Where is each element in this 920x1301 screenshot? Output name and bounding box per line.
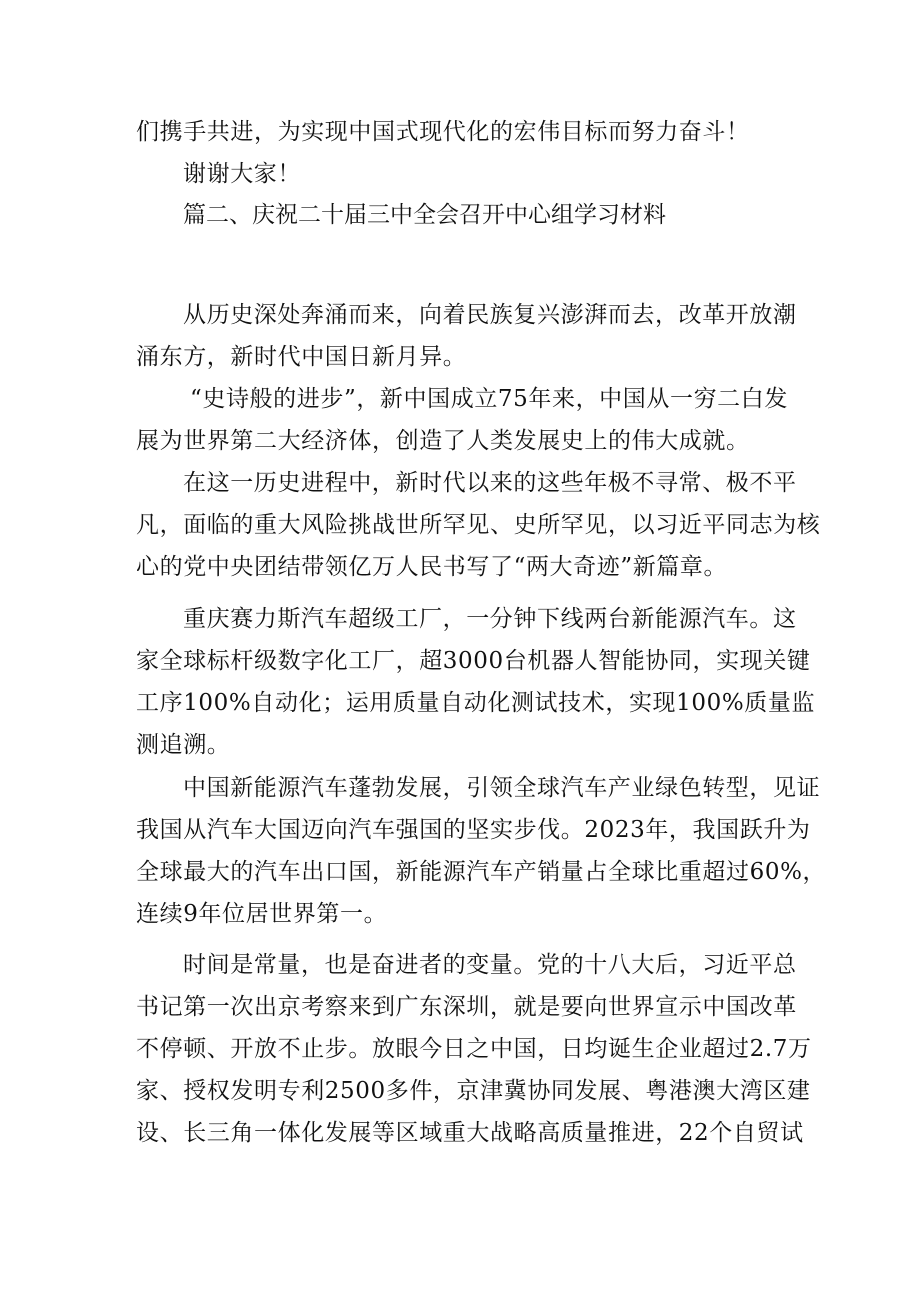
text-line: 测追溯。 <box>136 732 231 758</box>
text-line: 展为世界第二大经济体，创造了人类发展史上的伟大成就。 <box>136 428 750 454</box>
text-line: 家全球标杆级数字化工厂，超3000台机器人智能协同，实现关键 <box>136 648 811 674</box>
text-line: “史诗般的进步”，新中国成立75年来，中国从一穷二白发 <box>190 386 788 412</box>
text-line: 谢谢大家！ <box>183 161 301 187</box>
text-line: 连续9年位居世界第一。 <box>136 901 388 927</box>
text-line: 们携手共进，为实现中国式现代化的宏伟目标而努力奋斗！ <box>136 119 750 145</box>
text-line: 重庆赛力斯汽车超级工厂，一分钟下线两台新能源汽车。这 <box>183 606 797 632</box>
text-line: 设、长三角一体化发展等区域重大战略高质量推进，22个自贸试 <box>136 1120 804 1146</box>
text-line: 家、授权发明专利2500多件，京津冀协同发展、粤港澳大湾区建 <box>136 1078 811 1104</box>
text-line: 涌东方，新时代中国日新月异。 <box>136 344 467 370</box>
text-line: 工序100%自动化；运用质量自动化测试技术，实现100%质量监 <box>136 690 816 716</box>
text-line: 从历史深处奔涌而来，向着民族复兴澎湃而去，改革开放潮 <box>183 302 797 328</box>
text-line: 我国从汽车大国迈向汽车强国的坚实步伐。2023年，我国跃升为 <box>136 817 811 843</box>
text-line: 心的党中央团结带领亿万人民书写了“两大奇迹”新篇章。 <box>136 554 728 580</box>
text-line: 全球最大的汽车出口国，新能源汽车产销量占全球比重超过60%， <box>136 859 827 885</box>
section-heading: 篇二、庆祝二十届三中全会召开中心组学习材料 <box>183 202 666 228</box>
text-line: 中国新能源汽车蓬勃发展，引领全球汽车产业绿色转型，见证 <box>183 775 821 801</box>
text-line: 在这一历史进程中，新时代以来的这些年极不寻常、极不平 <box>183 470 797 496</box>
text-line: 书记第一次出京考察来到广东深圳，就是要向世界宣示中国改革 <box>136 994 797 1020</box>
text-line: 不停顿、开放不止步。放眼今日之中国，日均诞生企业超过2.7万 <box>136 1036 812 1062</box>
text-line: 时间是常量，也是奋进者的变量。党的十八大后，习近平总 <box>183 952 797 978</box>
text-line: 凡，面临的重大风险挑战世所罕见、史所罕见，以习近平同志为核 <box>136 512 821 538</box>
